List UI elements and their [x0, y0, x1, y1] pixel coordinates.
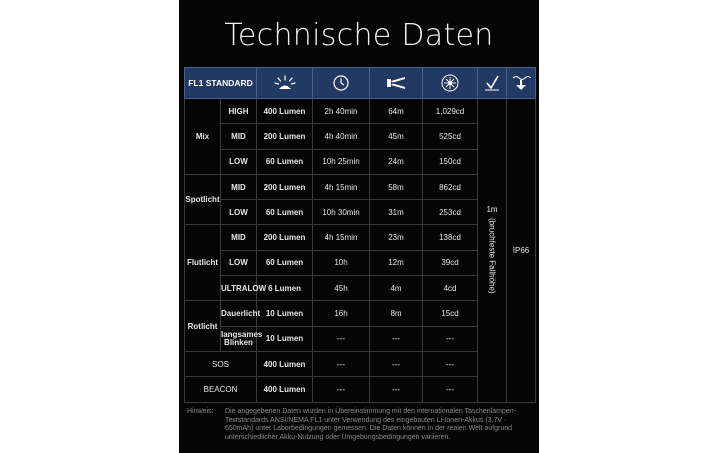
distance-value: 45m	[370, 124, 423, 149]
distance-value: 23m	[370, 225, 423, 250]
intensity-value: ---	[423, 377, 478, 402]
intensity-value: 862cd	[423, 174, 478, 199]
runtime-value: 10h 25min	[313, 149, 370, 174]
mode-level: LOW	[221, 149, 257, 174]
intensity-value: 138cd	[423, 225, 478, 250]
distance-value: 31m	[370, 200, 423, 225]
light-output-icon	[257, 68, 313, 99]
mode-level: MID	[221, 174, 257, 199]
intensity-value: 150cd	[423, 149, 478, 174]
mode-level: ULTRALOW	[221, 276, 257, 301]
spec-panel	[179, 0, 539, 453]
runtime-value: 16h	[313, 301, 370, 326]
mode-level: LOW	[221, 250, 257, 275]
header-row	[185, 68, 536, 99]
mode-level: MID	[221, 124, 257, 149]
lumen-value: 400 Lumen	[257, 351, 313, 376]
distance-value: 58m	[370, 174, 423, 199]
mode-level: langsames Blinken	[221, 326, 257, 351]
lumen-value: 200 Lumen	[257, 225, 313, 250]
distance-value: ---	[370, 326, 423, 351]
lumen-value: 10 Lumen	[257, 301, 313, 326]
distance-value: 64m	[370, 99, 423, 124]
intensity-value: 1,029cd	[423, 99, 478, 124]
lumen-value: 10 Lumen	[257, 326, 313, 351]
lumen-value: 60 Lumen	[257, 149, 313, 174]
footnote-label: Hinweis:	[187, 408, 214, 415]
runtime-value: ---	[313, 326, 370, 351]
runtime-value: 4h 15min	[313, 174, 370, 199]
impact-note: (bruchfeste Fallhöhe)	[487, 217, 497, 294]
intensity-value: 39cd	[423, 250, 478, 275]
runtime-value: 45h	[313, 276, 370, 301]
distance-value: 24m	[370, 149, 423, 174]
table-row	[185, 99, 536, 124]
distance-value: ---	[370, 377, 423, 402]
impact-resistance-icon	[478, 68, 507, 99]
runtime-value: 10h 30min	[313, 200, 370, 225]
lumen-value: 200 Lumen	[257, 174, 313, 199]
intensity-value: ---	[423, 326, 478, 351]
mode-level: LOW	[221, 200, 257, 225]
distance-value: 12m	[370, 250, 423, 275]
runtime-value: 4h 40min	[313, 124, 370, 149]
spec-table	[184, 67, 536, 403]
mode-level: BEACON	[185, 377, 257, 402]
group-label: Rotlicht	[185, 301, 221, 352]
runtime-value: 10h	[313, 250, 370, 275]
mode-level: SOS	[185, 351, 257, 376]
lumen-value: 400 Lumen	[257, 99, 313, 124]
runtime-value: ---	[313, 351, 370, 376]
beam-distance-icon	[370, 68, 423, 99]
runtime-value: 2h 40min	[313, 99, 370, 124]
intensity-value: 15cd	[423, 301, 478, 326]
lumen-value: 400 Lumen	[257, 377, 313, 402]
intensity-value: ---	[423, 351, 478, 376]
impact-cell	[478, 99, 507, 403]
lumen-value: 60 Lumen	[257, 250, 313, 275]
intensity-value: 253cd	[423, 200, 478, 225]
distance-value: 4m	[370, 276, 423, 301]
distance-value: 8m	[370, 301, 423, 326]
runtime-icon	[313, 68, 370, 99]
group-label: Flutlicht	[185, 225, 221, 301]
peak-intensity-icon	[423, 68, 478, 99]
mode-level: HIGH	[221, 99, 257, 124]
intensity-value: 525cd	[423, 124, 478, 149]
group-label: Spotlicht	[185, 174, 221, 225]
mode-level: MID	[221, 225, 257, 250]
lumen-value: 6 Lumen	[257, 276, 313, 301]
distance-value: ---	[370, 351, 423, 376]
runtime-value: ---	[313, 377, 370, 402]
runtime-value: 4h 15min	[313, 225, 370, 250]
mode-level: Dauerlicht	[221, 301, 257, 326]
lumen-value: 60 Lumen	[257, 200, 313, 225]
water-resistance-value: IP66	[507, 99, 536, 403]
group-label: Mix	[185, 99, 221, 175]
footnote-text: Die angegebenen Daten wurden in Übereinstimmung mit den internationalen Taschenlampen-Teststandards ANSI/NEMA FL1 unter Verwendung des eingebauten Li-Ionen-Akkus (3,7V · 650mAh) unter Laborbedingungen gemessen. Die Daten können in der realen Welt aufgrund unterschiedlicher Akku-Nutzung oder Umgebungsbedingungen variieren.	[225, 408, 516, 441]
model-name: FL1 STANDARD	[185, 68, 257, 99]
water-resistance-icon	[507, 68, 536, 99]
page-title: Technische Daten	[224, 18, 494, 53]
impact-value: 1m	[486, 204, 498, 214]
lumen-value: 200 Lumen	[257, 124, 313, 149]
intensity-value: 4cd	[423, 276, 478, 301]
